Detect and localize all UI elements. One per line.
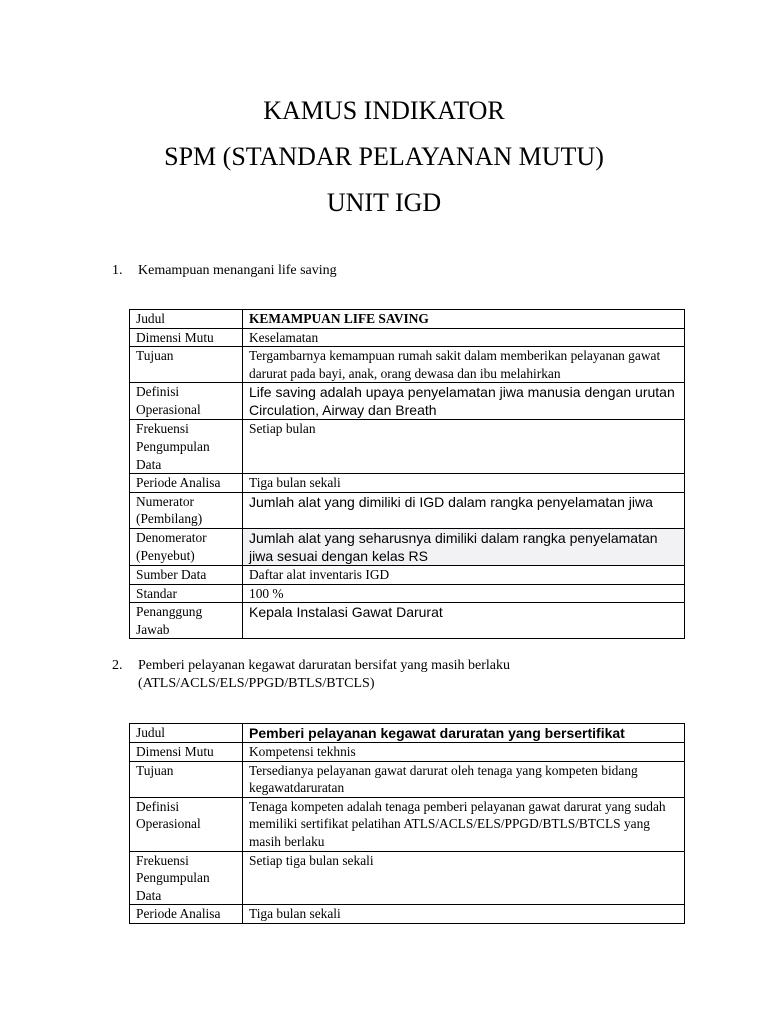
table-row <box>130 528 685 565</box>
table-row <box>130 851 685 905</box>
row-label: Periode Analisa <box>130 905 243 924</box>
row-value: 100 % <box>243 584 685 603</box>
row-value: Kompetensi tekhnis <box>243 743 685 762</box>
title-line-2: SPM (STANDAR PELAYANAN MUTU) <box>164 142 604 171</box>
table-row <box>130 420 685 474</box>
row-value: KEMAMPUAN LIFE SAVING <box>243 310 685 329</box>
indicator-table-1 <box>129 309 685 639</box>
row-value: Tiga bulan sekali <box>243 905 685 924</box>
table-row <box>130 743 685 762</box>
table-row <box>130 584 685 603</box>
row-value: Tenaga kompeten adalah tenaga pemberi pelayanan gawat darurat yang sudah memiliki sertifikat pelatihan ATLS/ACLS/ELS/PPGD/BTLS/BTCLS yang masih berlaku <box>243 797 685 851</box>
row-value: Keselamatan <box>243 328 685 347</box>
row-value: Daftar alat inventaris IGD <box>243 565 685 584</box>
section-1-heading <box>112 262 337 280</box>
row-label: Standar <box>130 584 243 603</box>
table-row <box>130 492 685 528</box>
row-label: Denomerator (Penyebut) <box>130 528 243 565</box>
row-label: Definisi Operasional <box>130 383 243 420</box>
row-label: Tujuan <box>130 347 243 383</box>
row-value: Setiap tiga bulan sekali <box>243 851 685 905</box>
row-value: Tergambarnya kemampuan rumah sakit dalam memberikan pelayanan gawat darurat pada bayi, anak, orang dewasa dan ibu melahirkan <box>243 347 685 383</box>
row-label: Definisi Operasional <box>130 797 243 851</box>
section-2-heading-text: Pemberi pelayanan kegawat daruratan bersifat yang masih berlaku <box>138 658 511 673</box>
row-value: Kepala Instalasi Gawat Darurat <box>243 603 685 639</box>
row-label: Numerator (Pembilang) <box>130 492 243 528</box>
row-value: Jumlah alat yang seharusnya dimiliki dalam rangka penyelamatan jiwa sesuai dengan kelas RS <box>243 528 685 565</box>
row-value: Pemberi pelayanan kegawat daruratan yang bersertifikat <box>243 724 685 743</box>
row-label: Dimensi Mutu <box>130 743 243 762</box>
title-line-1: KAMUS INDIKATOR <box>263 96 505 125</box>
section-2-heading-sub: (ATLS/ACLS/ELS/PPGD/BTLS/BTCLS) <box>138 676 375 691</box>
section-1-number: 1. <box>112 263 123 278</box>
table-row <box>130 761 685 797</box>
table-row <box>130 905 685 924</box>
row-label: Judul <box>130 724 243 743</box>
row-label: Tujuan <box>130 761 243 797</box>
table-row <box>130 328 685 347</box>
row-label: Frekuensi Pengumpulan Data <box>130 851 243 905</box>
row-label: Frekuensi Pengumpulan Data <box>130 420 243 474</box>
table-row <box>130 724 685 743</box>
indicator-table-2 <box>129 723 685 924</box>
section-2-heading <box>112 657 510 693</box>
row-label: Dimensi Mutu <box>130 328 243 347</box>
row-label: Penanggung Jawab <box>130 603 243 639</box>
table-row <box>130 383 685 420</box>
document-title <box>0 88 768 226</box>
row-label: Judul <box>130 310 243 329</box>
table-row <box>130 347 685 383</box>
table-row <box>130 565 685 584</box>
section-2-number: 2. <box>112 658 123 673</box>
row-value: Life saving adalah upaya penyelamatan jiwa manusia dengan urutan Circulation, Airway dan Breath <box>243 383 685 420</box>
row-label: Periode Analisa <box>130 474 243 493</box>
row-value: Tersedianya pelayanan gawat darurat oleh tenaga yang kompeten bidang kegawatdaruratan <box>243 761 685 797</box>
table-row <box>130 474 685 493</box>
row-label: Sumber Data <box>130 565 243 584</box>
row-value: Setiap bulan <box>243 420 685 474</box>
title-line-3: UNIT IGD <box>326 188 442 217</box>
row-value: Jumlah alat yang dimiliki di IGD dalam rangka penyelamatan jiwa <box>243 492 685 528</box>
row-value: Tiga bulan sekali <box>243 474 685 493</box>
table-row <box>130 310 685 329</box>
table-row <box>130 603 685 639</box>
table-row <box>130 797 685 851</box>
section-1-heading-text: Kemampuan menangani life saving <box>138 263 337 278</box>
